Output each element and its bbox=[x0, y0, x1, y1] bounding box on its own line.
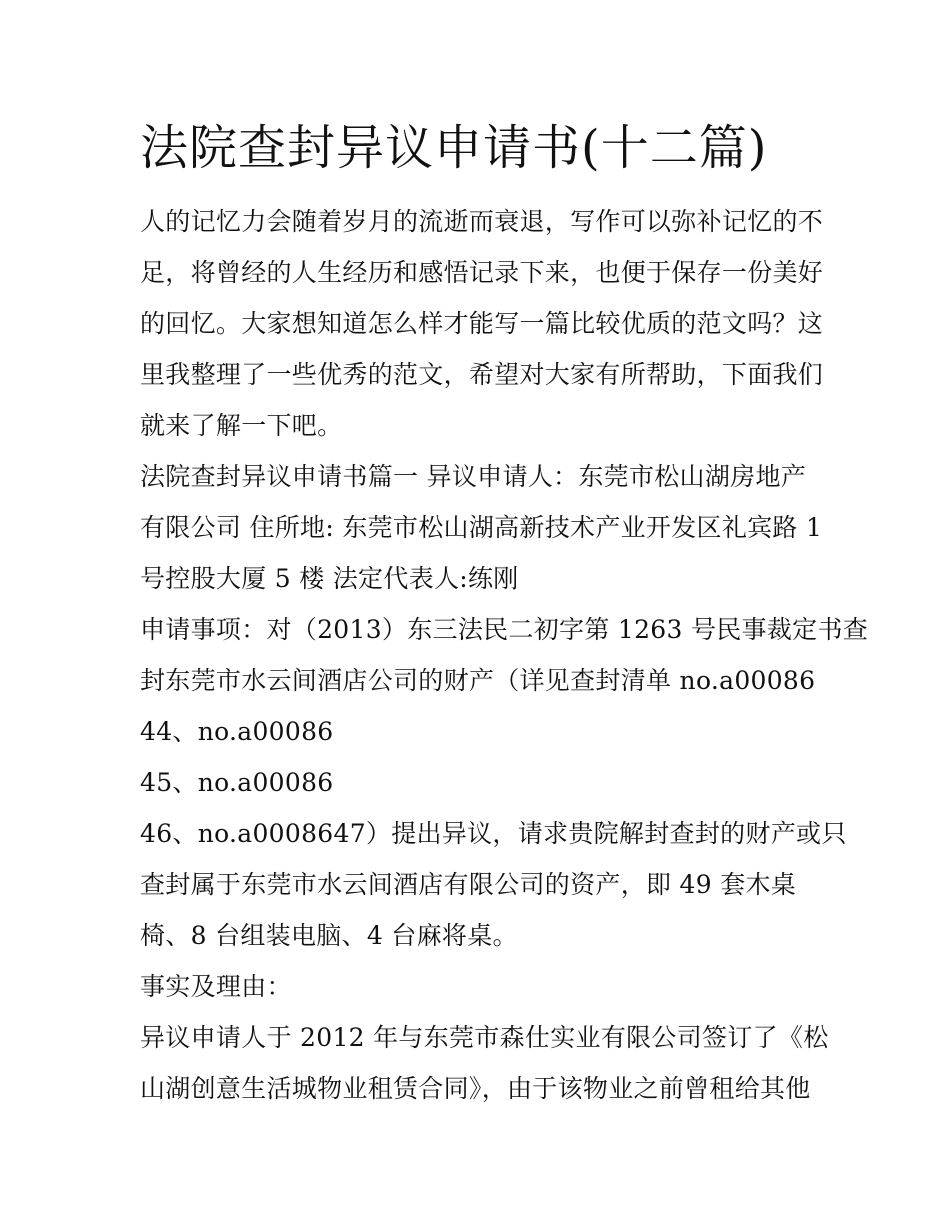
paragraph-line: 号控股大厦 5 楼 法定代表人:练刚 bbox=[140, 564, 519, 593]
paragraph-line: 申请事项：对（2013）东三法民二初字第 1263 号民事裁定书查 bbox=[140, 615, 869, 644]
paragraph-line: 44、no.a00086 bbox=[140, 717, 334, 746]
paragraph-line: 里我整理了一些优秀的范文，希望对大家有所帮助，下面我们 bbox=[140, 360, 824, 389]
paragraph-line: 的回忆。大家想知道怎么样才能写一篇比较优质的范文吗？这 bbox=[140, 309, 824, 338]
paragraph-line: 46、no.a0008647）提出异议，请求贵院解封查封的财产或只 bbox=[140, 819, 847, 848]
paragraph-line: 异议申请人于 2012 年与东莞市森仕实业有限公司签订了《松 bbox=[140, 1023, 829, 1052]
paragraph-line: 法院查封异议申请书篇一 异议申请人：东莞市松山湖房地产 bbox=[140, 462, 807, 491]
paragraph-line: 山湖创意生活城物业租赁合同》，由于该物业之前曾租给其他 bbox=[140, 1074, 811, 1103]
paragraph-line: 足，将曾经的人生经历和感悟记录下来，也便于保存一份美好 bbox=[140, 258, 824, 287]
paragraph-line: 事实及理由： bbox=[140, 972, 292, 1001]
document-body bbox=[140, 196, 869, 1114]
paragraph-line: 有限公司 住所地: 东莞市松山湖高新技术产业开发区礼宾路 1 bbox=[140, 513, 823, 542]
document-title: 法院查封异议申请书(十二篇) bbox=[140, 120, 768, 176]
paragraph-line: 查封属于东莞市水云间酒店有限公司的资产，即 49 套木桌 bbox=[140, 870, 797, 899]
paragraph-line: 封东莞市水云间酒店公司的财产（详见查封清单 no.a00086 bbox=[140, 666, 816, 695]
paragraph-line: 人的记忆力会随着岁月的流逝而衰退，写作可以弥补记忆的不 bbox=[140, 207, 824, 236]
paragraph-line: 就来了解一下吧。 bbox=[140, 411, 343, 440]
paragraph-line: 45、no.a00086 bbox=[140, 768, 334, 797]
paragraph-line: 椅、8 台组装电脑、4 台麻将桌。 bbox=[140, 921, 518, 950]
